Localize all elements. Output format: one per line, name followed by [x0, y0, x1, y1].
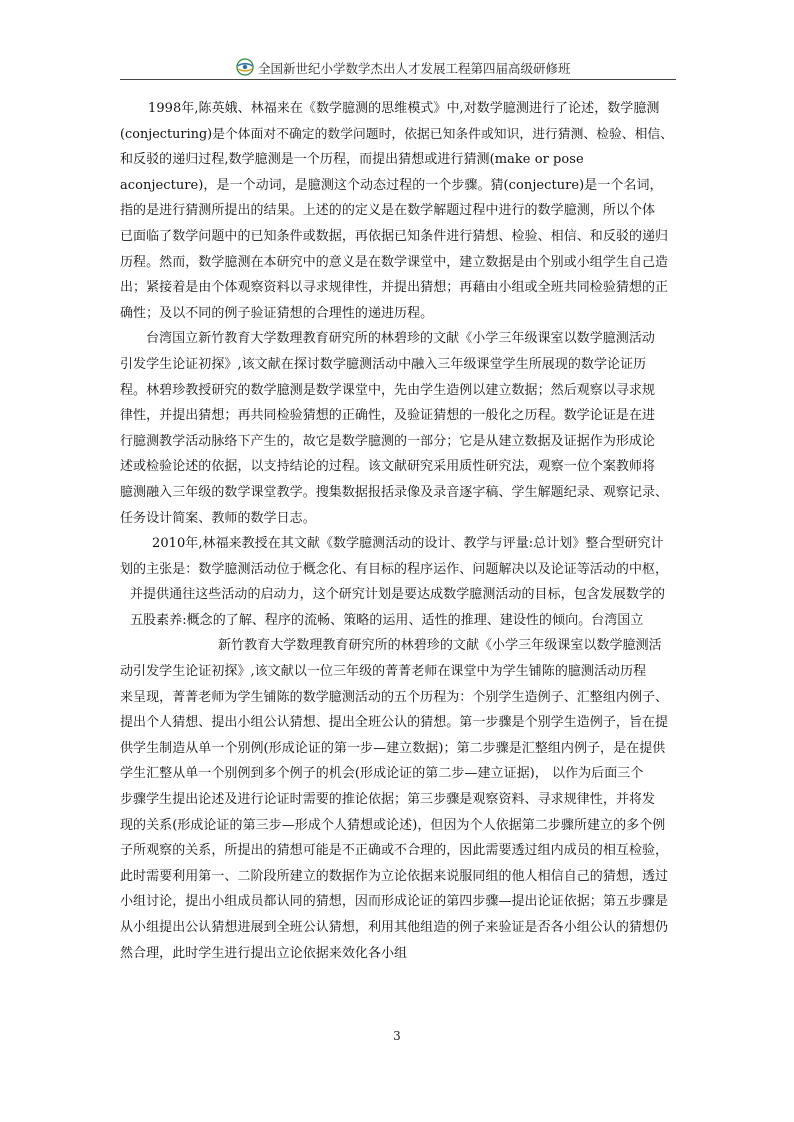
text-line: 五股素养:概念的了解、程序的流畅、策略的运用、适性的推理、建设性的倾向。台湾国立: [130, 612, 644, 628]
text-line: 新竹教育大学数理教育研究所的林碧珍的文献《小学三年级课室以数学臆测活: [218, 638, 662, 654]
text-line: 2010年,林福来教授在其文献《数学臆测活动的设计、教学与评量:总计划》整合型研究计: [152, 536, 664, 552]
text-line: 和反驳的递归过程,数学臆测是一个历程，而提出猜想或进行猜测(make or pose: [120, 152, 584, 168]
text-line: aconjecture)，是一个动词，是臆测这个动态过程的一个步骤。猜(conjecture)是一个名词，: [120, 177, 663, 193]
text-line: 出；紧接着是由个体观察资料以寻求规律性，并提出猜想；再藉由小组或全班共同检验猜想的正: [120, 280, 669, 296]
text-line: 子所观察的关系，所提出的猜想可能是不正确或不合理的，因此需要透过组内成员的相互检验，: [120, 843, 669, 859]
document-body: [120, 96, 676, 966]
text-line: 律性，并提出猜想；再共同检验猜想的正确性，及验证猜想的一般化之历程。数学论证是在进: [120, 408, 656, 424]
text-line: 1998年,陈英娥、林福来在《数学臆测的思维模式》中,对数学臆测进行了论述，数学臆测: [148, 101, 660, 116]
text-line: 已面临了数学问题中的已知条件或数据，再依据已知条件进行猜想、检验、相信、和反驳的递归: [120, 228, 669, 244]
text-line: 学生汇整从单一个别例到多个例子的机会(形成论证的第二步—建立证据)， 以作为后面三个: [120, 766, 644, 782]
text-line: 供学生制造从单一个别例(形成论证的第一步—建立数据)；第二步骤是汇整组内例子，是在提供: [120, 740, 666, 756]
text-line: 任务设计简案、教师的数学日志。: [120, 510, 316, 526]
page-header: [120, 58, 676, 80]
text-line: 步骤学生提出论述及进行论证时需要的推论依据；第三步骤是观察资料、寻求规律性，并将发: [120, 792, 656, 808]
text-line: 行臆测教学活动脉络下产生的，故它是数学臆测的一部分；它是从建立数据及证据作为形成论: [120, 433, 656, 449]
text-line: 提出个人猜想、提出小组公认猜想、提出全班公认的猜想。第一步骤是个别学生造例子，旨在提: [120, 715, 669, 731]
text-line: 确性；及以不同的例子验证猜想的合理性的递进历程。: [120, 305, 434, 321]
text-line: 臆测融入三年级的数学课堂教学。搜集数据报括录像及录音逐字稿、学生解题纪录、观察记录、: [120, 484, 669, 500]
text-line: (conjecturing)是个体面对不确定的数学问题时，依据已知条件或知识，进行猜测、检验、相信、: [120, 126, 673, 142]
text-line: 历程。然而，数学臆测在本研究中的意义是在数学课堂中，建立数据是由个别或小组学生自己造: [120, 254, 669, 270]
text-line: 小组讨论，提出小组成员都认同的猜想，因而形成论证的第四步骤—提出论证依据；第五步骤是: [120, 894, 669, 910]
text-line: 述或检验论述的依据，以支持结论的过程。该文献研究采用质性研究法，观察一位个案教师将: [120, 459, 656, 475]
text-line: 此时需要利用第一、二阶段所建立的数据作为立论依据来说服同组的他人相信自己的猜想，透过: [120, 868, 669, 884]
text-line: 程。林碧珍教授研究的数学臆测是数学课堂中，先由学生造例以建立数据；然后观察以寻求规: [120, 382, 656, 398]
text-line: 划的主张是：数学臆测活动位于概念化、有目标的程序运作、问题解决以及论证等活动的中枢，: [120, 561, 669, 577]
text-line: 来呈现，菁菁老师为学生铺陈的数学臆测活动的五个历程为：个别学生造例子、汇整组内例子、: [120, 689, 669, 705]
text-line: 指的是进行猜测所提出的结果。上述的的定义是在数学解题过程中进行的数学臆测，所以个体: [120, 203, 656, 219]
text-line: 动引发学生论证初探》,该文献以一位三年级的菁菁老师在课堂中为学生铺陈的臆测活动历程: [120, 664, 647, 680]
text-line: 从小组提出公认猜想进展到全班公认猜想，利用其他组造的例子来验证是否各小组公认的猜想仍: [120, 920, 669, 935]
text-line: 然合理，此时学生进行提出立论依据来效化各小组: [120, 945, 408, 961]
page-number: 3: [393, 1029, 401, 1043]
header-title: 全国新世纪小学数学杰出人才发展工程第四届高级研修班: [258, 61, 571, 76]
text-line: 并提供通往这些活动的启动力，这个研究计划是要达成数学臆测活动的目标，包含发展数学的: [130, 587, 666, 603]
text-line: 台湾国立新竹教育大学数理教育研究所的林碧珍的文献《小学三年级课室以数学臆测活动: [146, 331, 655, 347]
header-divider: [120, 79, 676, 80]
text-line: 现的关系(形成论证的第三步—形成个人猜想或论述)，但因为个人依据第二步骤所建立的多个例: [120, 817, 666, 833]
globe-logo-icon: [236, 58, 254, 76]
text-line: 引发学生论证初探》,该文献在探讨数学臆测活动中融入三年级课堂学生所展现的数学论证历: [120, 356, 647, 372]
